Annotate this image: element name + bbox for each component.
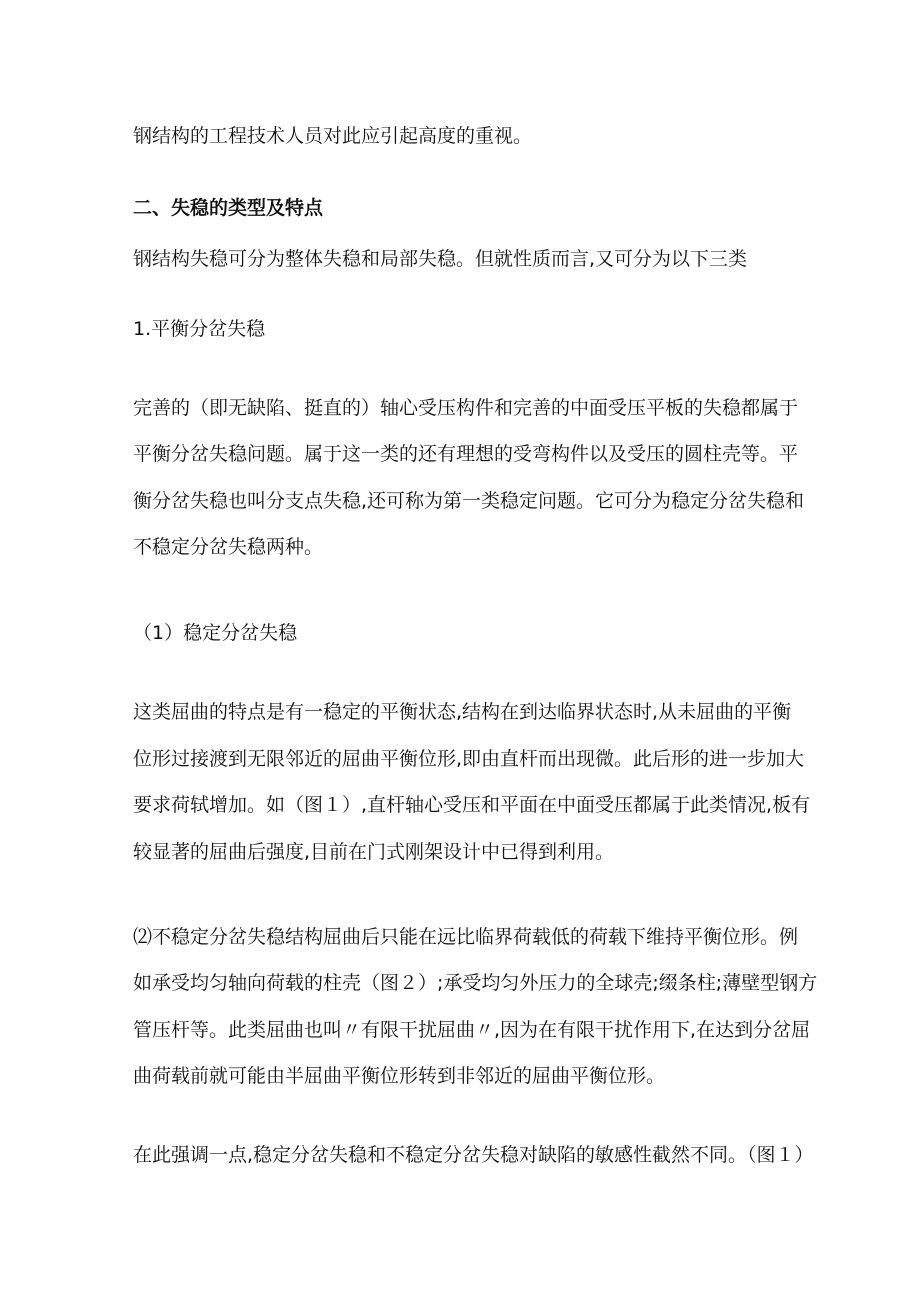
section-heading: 二、失稳的类型及特点 [133,197,324,219]
paragraph-line: 管压杆等。此类屈曲也叫〃有限干扰屈曲〃,因为在有限干扰作用下,在达到分岔屈 [133,1019,811,1041]
paragraph-line: 如承受均匀轴向荷载的柱壳（图２）;承受均匀外压力的全球壳;缀条柱;薄壁型钢方 [133,972,818,994]
paragraph-line: 位形过接渡到无限邻近的屈曲平衡位形,即由直杆而出现微。此后形的进一步加大 [133,748,805,770]
paragraph-line: 完善的（即无缺陷、挺直的）轴心受压构件和完善的中面受压平板的失稳都属于 [133,397,799,419]
paragraph-line: ⑵不稳定分岔失稳结构屈曲后只能在远比临界荷载低的荷载下维持平衡位形。例 [133,926,799,948]
section-intro: 钢结构失稳可分为整体失稳和局部失稳。但就性质而言,又可分为以下三类 [133,248,748,270]
subheading-stable-bifurcation: （1）稳定分岔失稳 [133,622,298,644]
paragraph-line: 平衡分岔失稳问题。属于这一类的还有理想的受弯构件以及受压的圆柱壳等。平 [133,443,799,465]
paragraph-line: 不稳定分岔失稳两种。 [133,536,324,558]
paragraph-line: 曲荷载前就可能由半屈曲平衡位形转到非邻近的屈曲平衡位形。 [133,1065,666,1087]
emphasis-paragraph: 在此强调一点,稳定分岔失稳和不稳定分岔失稳对缺陷的敏感性截然不同。（图１） [133,1144,814,1166]
paragraph-line: 衡分岔失稳也叫分支点失稳,还可称为第一类稳定问题。它可分为稳定分岔失稳和 [133,490,805,512]
paragraph-line: 要求荷轼增加。如（图１）,直杆轴心受压和平面在中面受压都属于此类情况,板有 [133,794,811,816]
intro-line: 钢结构的工程技术人员对此应引起高度的重视。 [133,125,533,147]
paragraph-line: 较显著的屈曲后强度,目前在门式刚架设计中已得到利用。 [133,841,615,863]
subheading-balanced-bifurcation: 1.平衡分岔失稳 [133,318,266,340]
paragraph-line: 这类屈曲的特点是有一稳定的平衡状态,结构在到达临界状态时,从未屈曲的平衡 [133,701,792,723]
